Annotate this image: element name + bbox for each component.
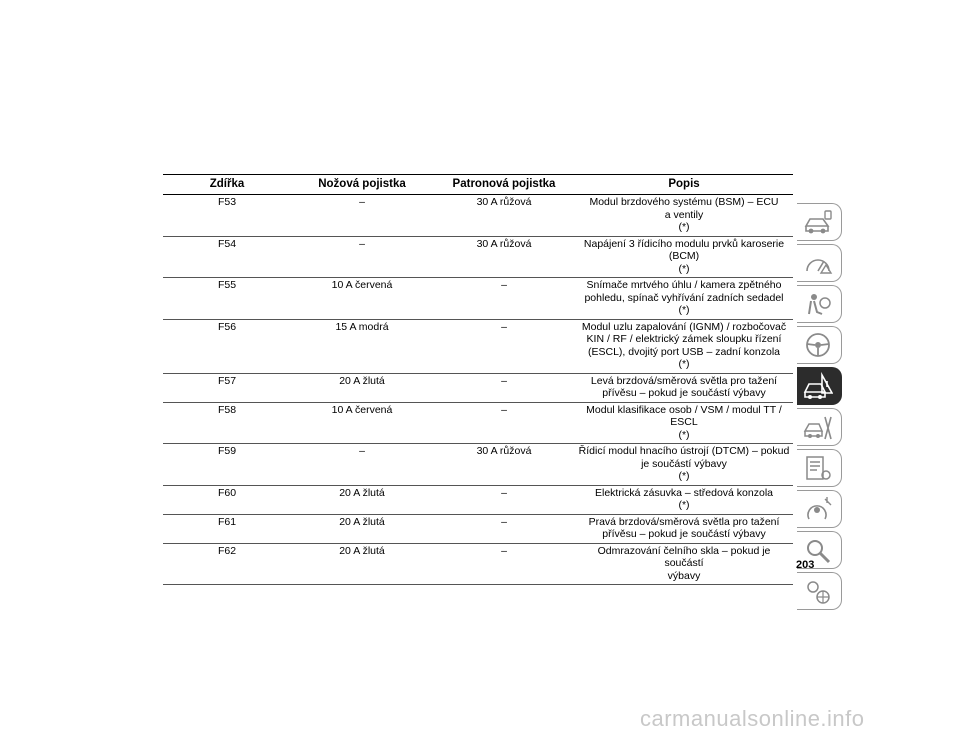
table-row <box>163 485 793 514</box>
cell-blade-fuse: 20 A žlutá <box>291 373 433 402</box>
cell-socket: F53 <box>163 195 291 237</box>
cell-description: Modul klasifikace osob / VSM / modul TT / ESCL (*) <box>575 402 793 444</box>
cell-socket: F56 <box>163 319 291 373</box>
table-row <box>163 195 793 237</box>
steering-wheel-icon <box>803 331 833 359</box>
cell-socket: F59 <box>163 444 291 486</box>
cell-blade-fuse: 10 A červená <box>291 402 433 444</box>
table-row <box>163 543 793 585</box>
watermark: carmanualsonline.info <box>640 706 865 731</box>
chapter-tabs <box>797 203 842 613</box>
cell-blade-fuse: 10 A červená <box>291 278 433 320</box>
cell-socket: F58 <box>163 402 291 444</box>
cell-socket: F54 <box>163 236 291 278</box>
cell-blade-fuse: – <box>291 444 433 486</box>
cell-description: Snímače mrtvého úhlu / kamera zpětného pohledu, spínač vyhřívání zadních sedadel (*) <box>575 278 793 320</box>
cell-cartridge-fuse: 30 A růžová <box>433 444 575 486</box>
cell-description: Pravá brzdová/směrová světla pro tažení přívěsu – pokud je součástí výbavy <box>575 514 793 543</box>
cell-cartridge-fuse: – <box>433 514 575 543</box>
dashboard-warning-icon <box>803 249 833 277</box>
header-cartridge-fuse: Patronová pojistka <box>433 175 575 195</box>
chapter-tab-6[interactable] <box>797 408 842 446</box>
table-row <box>163 319 793 373</box>
cell-description: Odmrazování čelního skla – pokud je součástí výbavy <box>575 543 793 585</box>
cell-socket: F60 <box>163 485 291 514</box>
car-emergency-icon <box>803 372 833 400</box>
chapter-tab-2[interactable] <box>797 244 842 282</box>
language-settings-icon <box>803 577 833 605</box>
chapter-tab-7[interactable] <box>797 449 842 487</box>
specifications-list-icon <box>803 454 833 482</box>
cell-cartridge-fuse: – <box>433 543 575 585</box>
safety-airbag-icon <box>803 290 833 318</box>
chapter-tab-4[interactable] <box>797 326 842 364</box>
cell-socket: F61 <box>163 514 291 543</box>
table-row <box>163 402 793 444</box>
table-row <box>163 444 793 486</box>
cell-cartridge-fuse: – <box>433 485 575 514</box>
cell-socket: F57 <box>163 373 291 402</box>
cell-cartridge-fuse: – <box>433 278 575 320</box>
table-header-row <box>163 175 793 195</box>
car-service-tools-icon <box>803 413 833 441</box>
cell-cartridge-fuse: 30 A růžová <box>433 236 575 278</box>
multimedia-icon <box>803 495 833 523</box>
cell-description: Modul brzdového systému (BSM) – ECU a ventily (*) <box>575 195 793 237</box>
cell-description: Levá brzdová/směrová světla pro tažení přívěsu – pokud je součástí výbavy <box>575 373 793 402</box>
chapter-tab-3[interactable] <box>797 285 842 323</box>
table-row <box>163 236 793 278</box>
page-number: 203 <box>796 559 815 571</box>
header-description: Popis <box>575 175 793 195</box>
cell-blade-fuse: 20 A žlutá <box>291 543 433 585</box>
header-blade-fuse: Nožová pojistka <box>291 175 433 195</box>
header-socket: Zdířka <box>163 175 291 195</box>
fuse-table <box>163 174 793 585</box>
cell-socket: F62 <box>163 543 291 585</box>
cell-cartridge-fuse: – <box>433 402 575 444</box>
table-row <box>163 514 793 543</box>
cell-blade-fuse: 15 A modrá <box>291 319 433 373</box>
cell-cartridge-fuse: 30 A růžová <box>433 195 575 237</box>
cell-cartridge-fuse: – <box>433 373 575 402</box>
table-row <box>163 373 793 402</box>
table-row <box>163 278 793 320</box>
cell-description: Elektrická zásuvka – středová konzola (*) <box>575 485 793 514</box>
chapter-tab-10[interactable] <box>797 572 842 610</box>
cell-blade-fuse: – <box>291 236 433 278</box>
cell-description: Modul uzlu zapalování (IGNM) / rozbočovač KIN / RF / elektrický zámek sloupku řízení (ESCL), dvojitý port USB – zadní konzola (*) <box>575 319 793 373</box>
chapter-tab-1[interactable] <box>797 203 842 241</box>
cell-blade-fuse: 20 A žlutá <box>291 485 433 514</box>
cell-description: Napájení 3 řídicího modulu prvků karoserie (BCM) (*) <box>575 236 793 278</box>
cell-socket: F55 <box>163 278 291 320</box>
chapter-tab-8[interactable] <box>797 490 842 528</box>
cell-blade-fuse: 20 A žlutá <box>291 514 433 543</box>
chapter-tab-5[interactable] <box>797 367 842 405</box>
cell-description: Řídicí modul hnacího ústrojí (DTCM) – pokud je součástí výbavy (*) <box>575 444 793 486</box>
cell-cartridge-fuse: – <box>433 319 575 373</box>
car-info-icon <box>803 208 833 236</box>
cell-blade-fuse: – <box>291 195 433 237</box>
